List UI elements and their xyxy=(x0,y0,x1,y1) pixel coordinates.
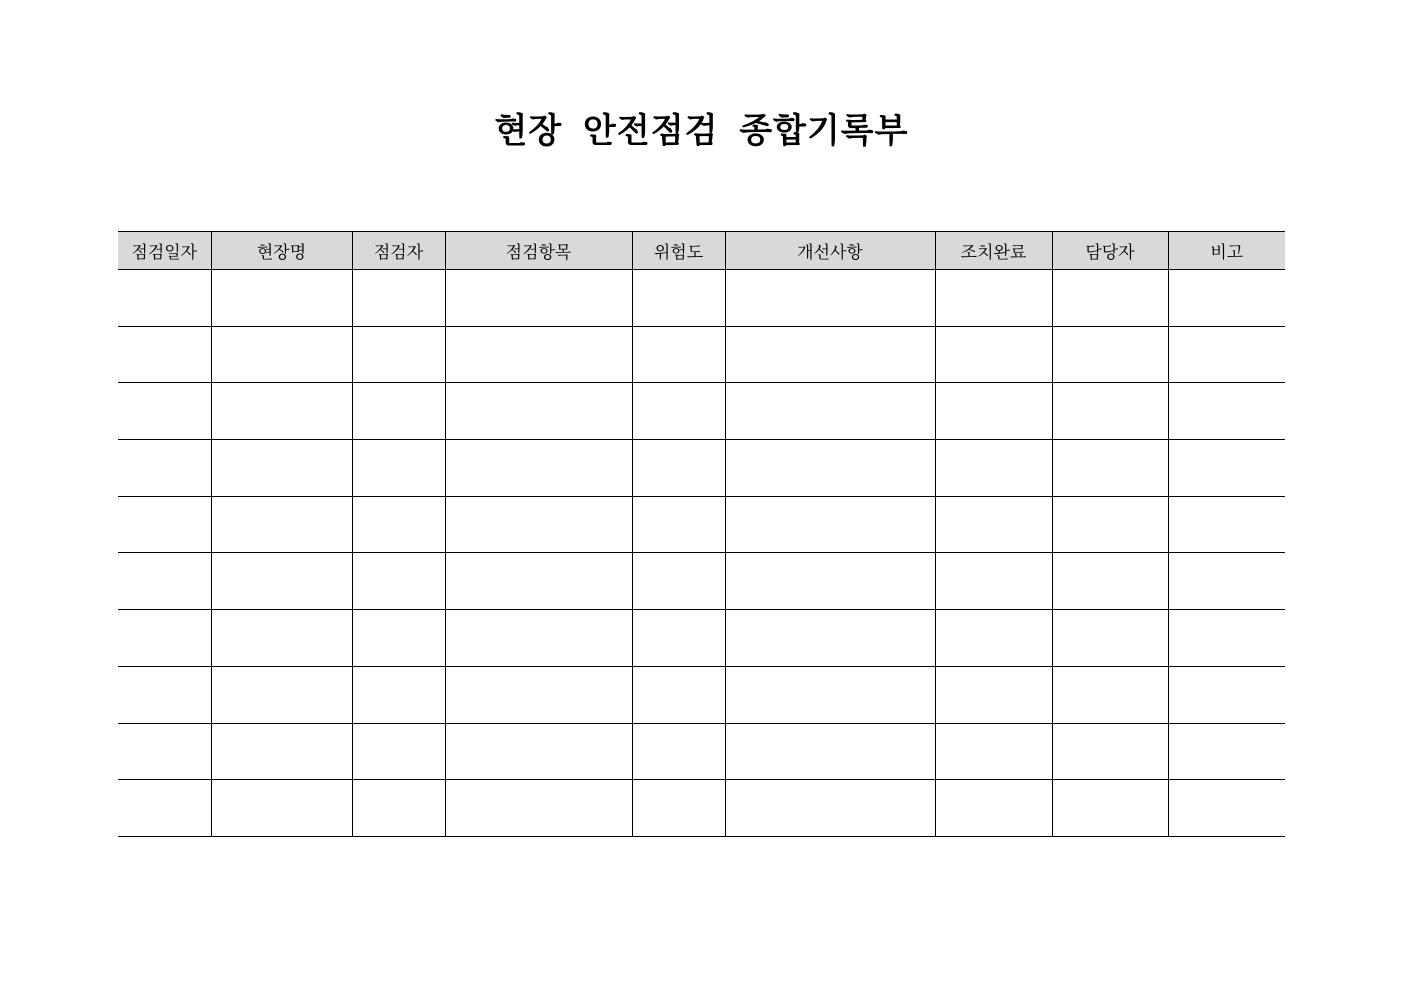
table-cell[interactable] xyxy=(632,383,725,440)
table-row xyxy=(118,666,1285,723)
table-cell[interactable] xyxy=(725,440,935,497)
table-cell[interactable] xyxy=(1168,666,1285,723)
table-cell[interactable] xyxy=(632,723,725,780)
table-cell[interactable] xyxy=(118,780,211,837)
table-row xyxy=(118,440,1285,497)
table-cell[interactable] xyxy=(445,780,632,837)
table-cell[interactable] xyxy=(935,553,1052,610)
table-cell[interactable] xyxy=(1052,666,1168,723)
column-header-action-completed: 조치완료 xyxy=(935,232,1052,270)
table-cell[interactable] xyxy=(118,270,211,327)
table-cell[interactable] xyxy=(935,496,1052,553)
column-header-remarks: 비고 xyxy=(1168,232,1285,270)
table-cell[interactable] xyxy=(1052,723,1168,780)
table-cell[interactable] xyxy=(935,666,1052,723)
table-cell[interactable] xyxy=(352,553,445,610)
table-cell[interactable] xyxy=(1052,383,1168,440)
table-cell[interactable] xyxy=(1168,496,1285,553)
table-cell[interactable] xyxy=(211,780,352,837)
table-cell[interactable] xyxy=(632,440,725,497)
table-cell[interactable] xyxy=(352,610,445,667)
table-cell[interactable] xyxy=(725,780,935,837)
table-cell[interactable] xyxy=(1052,326,1168,383)
table-row xyxy=(118,270,1285,327)
table-cell[interactable] xyxy=(211,440,352,497)
table-cell[interactable] xyxy=(1168,326,1285,383)
column-header-improvement: 개선사항 xyxy=(725,232,935,270)
table-cell[interactable] xyxy=(1168,723,1285,780)
table-cell[interactable] xyxy=(352,270,445,327)
table-cell[interactable] xyxy=(935,270,1052,327)
table-row xyxy=(118,723,1285,780)
table-cell[interactable] xyxy=(1052,496,1168,553)
table-row xyxy=(118,553,1285,610)
column-header-inspection-date: 점검일자 xyxy=(118,232,211,270)
table-cell[interactable] xyxy=(118,496,211,553)
table-row xyxy=(118,610,1285,667)
table-cell[interactable] xyxy=(211,270,352,327)
table-cell[interactable] xyxy=(935,610,1052,667)
table-cell[interactable] xyxy=(352,666,445,723)
table-cell[interactable] xyxy=(445,383,632,440)
table-header-row xyxy=(118,232,1285,270)
table-row xyxy=(118,383,1285,440)
table-cell[interactable] xyxy=(725,270,935,327)
table-row xyxy=(118,326,1285,383)
table-cell[interactable] xyxy=(211,326,352,383)
table-cell[interactable] xyxy=(725,610,935,667)
table-cell[interactable] xyxy=(632,666,725,723)
table-cell[interactable] xyxy=(445,496,632,553)
table-cell[interactable] xyxy=(211,723,352,780)
table-body xyxy=(118,270,1285,837)
table-row xyxy=(118,780,1285,837)
table-cell[interactable] xyxy=(352,440,445,497)
table-cell[interactable] xyxy=(725,496,935,553)
table-cell[interactable] xyxy=(445,666,632,723)
table-cell[interactable] xyxy=(1168,553,1285,610)
table-cell[interactable] xyxy=(1168,270,1285,327)
table-cell[interactable] xyxy=(1052,440,1168,497)
table-cell[interactable] xyxy=(632,326,725,383)
table-cell[interactable] xyxy=(118,723,211,780)
table-cell[interactable] xyxy=(1052,610,1168,667)
table-cell[interactable] xyxy=(118,666,211,723)
table-cell[interactable] xyxy=(725,553,935,610)
table-cell[interactable] xyxy=(632,496,725,553)
column-header-inspector: 점검자 xyxy=(352,232,445,270)
table-cell[interactable] xyxy=(725,666,935,723)
table-cell[interactable] xyxy=(118,553,211,610)
table-cell[interactable] xyxy=(632,270,725,327)
table-cell[interactable] xyxy=(935,723,1052,780)
inspection-record-table xyxy=(118,231,1285,837)
table-cell[interactable] xyxy=(211,496,352,553)
table-cell[interactable] xyxy=(632,553,725,610)
table-cell[interactable] xyxy=(935,780,1052,837)
table-cell[interactable] xyxy=(211,383,352,440)
page-title: 현장 안전점검 종합기록부 xyxy=(494,111,909,151)
column-header-person-in-charge: 담당자 xyxy=(1052,232,1168,270)
table-cell[interactable] xyxy=(725,326,935,383)
table-cell[interactable] xyxy=(211,553,352,610)
table-cell[interactable] xyxy=(935,440,1052,497)
table-cell[interactable] xyxy=(1052,270,1168,327)
table-cell[interactable] xyxy=(1168,610,1285,667)
table-cell[interactable] xyxy=(118,440,211,497)
column-header-inspection-item: 점검항목 xyxy=(445,232,632,270)
table-cell[interactable] xyxy=(352,326,445,383)
table-cell[interactable] xyxy=(352,496,445,553)
table-cell[interactable] xyxy=(445,440,632,497)
table-cell[interactable] xyxy=(211,610,352,667)
table-cell[interactable] xyxy=(445,270,632,327)
table-cell[interactable] xyxy=(1168,780,1285,837)
table-cell[interactable] xyxy=(725,383,935,440)
table-cell[interactable] xyxy=(445,326,632,383)
table-cell[interactable] xyxy=(935,326,1052,383)
column-header-risk-level: 위험도 xyxy=(632,232,725,270)
table-cell[interactable] xyxy=(1168,440,1285,497)
table-cell[interactable] xyxy=(118,383,211,440)
table-cell[interactable] xyxy=(632,780,725,837)
table-cell[interactable] xyxy=(725,723,935,780)
table-cell[interactable] xyxy=(445,553,632,610)
table-cell[interactable] xyxy=(1052,780,1168,837)
table-cell[interactable] xyxy=(1052,553,1168,610)
table-cell[interactable] xyxy=(632,610,725,667)
table-cell[interactable] xyxy=(935,383,1052,440)
table-cell[interactable] xyxy=(352,723,445,780)
table-cell[interactable] xyxy=(445,723,632,780)
column-header-site-name: 현장명 xyxy=(211,232,352,270)
table-row xyxy=(118,496,1285,553)
table-cell[interactable] xyxy=(445,610,632,667)
table-cell[interactable] xyxy=(352,383,445,440)
table-cell[interactable] xyxy=(118,610,211,667)
table-cell[interactable] xyxy=(211,666,352,723)
table-cell[interactable] xyxy=(352,780,445,837)
table-cell[interactable] xyxy=(1168,383,1285,440)
table-cell[interactable] xyxy=(118,326,211,383)
